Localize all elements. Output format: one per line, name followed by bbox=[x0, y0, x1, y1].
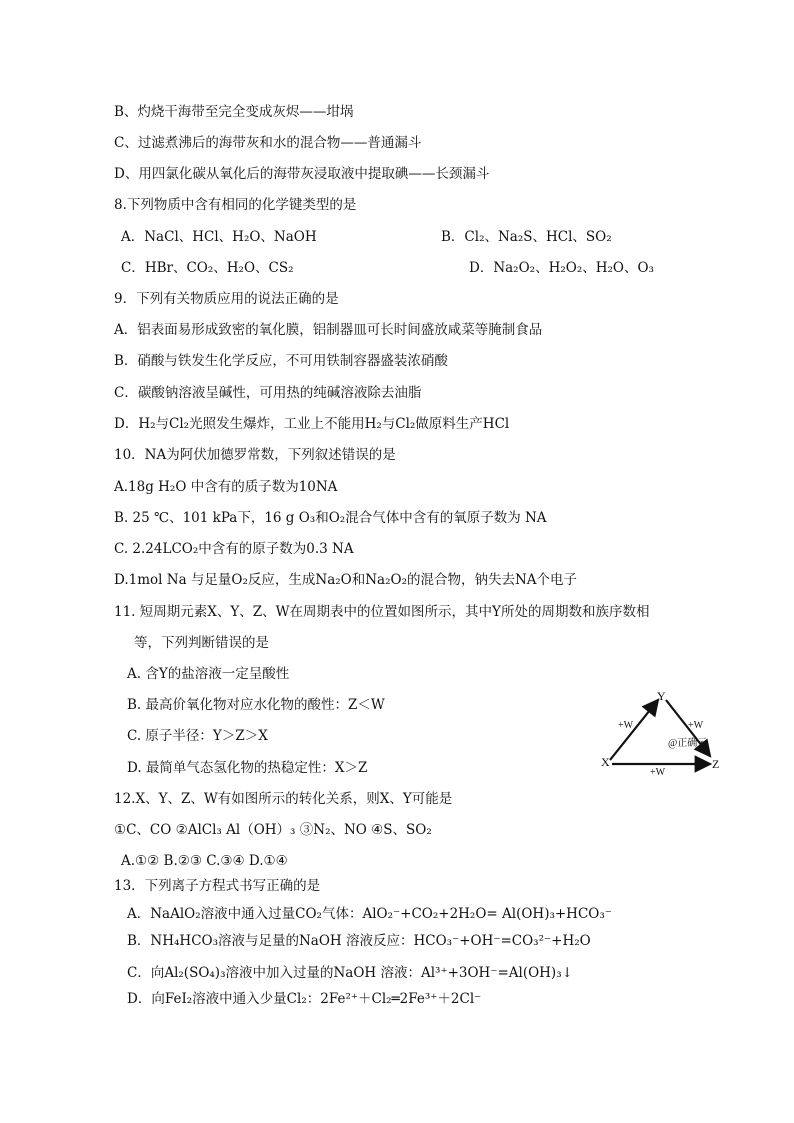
question-10-stem: 10．NA为阿伏加德罗常数，下列叙述错误的是 bbox=[114, 447, 396, 463]
option-line: B．NH₄HCO₃溶液与足量的NaOH 溶液反应：HCO₃⁻+OH⁻=CO₃²⁻+H₂O bbox=[127, 933, 591, 949]
question-11-stem-cont: 等，下列判断错误的是 bbox=[134, 635, 269, 651]
question-11-stem: 11. 短周期元素X、Y、Z、W在周期表中的位置如图所示，其中Y所处的周期数和族序数相 bbox=[114, 604, 650, 620]
node-z-label: Z bbox=[712, 757, 720, 771]
question-12-stem: 12.X、Y、Z、W有如图所示的转化关系，则X、Y可能是 bbox=[114, 791, 453, 807]
option-line: A.18g H₂O 中含有的质子数为10NA bbox=[114, 479, 338, 495]
option-line: C．HBr、CO₂、H₂O、CS₂ bbox=[121, 260, 294, 276]
question-9-stem: 9．下列有关物质应用的说法正确的是 bbox=[114, 291, 339, 307]
option-line: C．向Al₂(SO₄)₃溶液中加入过量的NaOH 溶液：Al³⁺+3OH⁻=Al(OH)₃↓ bbox=[127, 965, 573, 981]
option-line: C、过滤煮沸后的海带灰和水的混合物——普通漏斗 bbox=[114, 135, 422, 151]
option-line: A.①② B.②③ C.③④ D.①④ bbox=[121, 853, 288, 869]
option-line: D.1mol Na 与足量O₂反应，生成Na₂O和Na₂O₂的混合物，钠失去NA个电子 bbox=[114, 572, 578, 588]
edge-xy-label: +W bbox=[618, 720, 634, 731]
conversion-diagram bbox=[598, 688, 728, 778]
option-line: D、用四氯化碳从氧化后的海带灰浸取液中提取碘——长颈漏斗 bbox=[114, 166, 490, 182]
option-line: B．硝酸与铁发生化学反应，不可用铁制容器盛装浓硝酸 bbox=[114, 353, 448, 369]
option-line: B．Cl₂、Na₂S、HCl、SO₂ bbox=[441, 229, 612, 245]
option-line: A. 含Y的盐溶液一定呈酸性 bbox=[127, 666, 290, 682]
question-13-stem: 13．下列离子方程式书写正确的是 bbox=[114, 878, 321, 894]
edge-xz-label: +W bbox=[650, 767, 666, 778]
option-line: C．碳酸钠溶液呈碱性，可用热的纯碱溶液除去油脂 bbox=[114, 385, 422, 401]
node-y-label: Y bbox=[657, 689, 666, 703]
edge-yz-label: +W bbox=[688, 720, 704, 731]
option-line: D．向FeI₂溶液中通入少量Cl₂：2Fe²⁺＋Cl₂═2Fe³⁺＋2Cl⁻ bbox=[127, 991, 482, 1007]
option-line: A．NaCl、HCl、H₂O、NaOH bbox=[121, 229, 317, 245]
option-line: B、灼烧干海带至完全变成灰烬——坩埚 bbox=[114, 104, 354, 120]
question-8-stem: 8.下列物质中含有相同的化学键类型的是 bbox=[114, 197, 357, 213]
option-line: C. 原子半径：Y＞Z＞X bbox=[127, 728, 268, 744]
option-line: B. 25 ℃、101 kPa下，16 g O₃和O₂混合气体中含有的氧原子数为 NA bbox=[114, 510, 547, 526]
option-line: D．Na₂O₂、H₂O₂、H₂O、O₃ bbox=[469, 260, 654, 276]
option-line: A．NaAlO₂溶液中通入过量CO₂气体：AlO₂⁻+CO₂+2H₂O= Al(OH)₃+HCO₃⁻ bbox=[127, 906, 612, 922]
node-x-label: X bbox=[601, 755, 610, 769]
option-line: C. 2.24LCO₂中含有的原子数为0.3 NA bbox=[114, 541, 354, 557]
watermark: @正确云 bbox=[668, 738, 708, 749]
option-line: A．铝表面易形成致密的氧化膜，铝制器皿可长时间盛放咸菜等腌制食品 bbox=[114, 322, 543, 338]
choice-line: ①C、CO ②AlCl₃ Al（OH）₃ ③N₂、NO ④S、SO₂ bbox=[114, 822, 432, 838]
option-line: B. 最高价氧化物对应水化物的酸性：Z＜W bbox=[127, 697, 385, 713]
option-line: D．H₂与Cl₂光照发生爆炸，工业上不能用H₂与Cl₂做原料生产HCl bbox=[114, 416, 510, 432]
option-line: D. 最简单气态氢化物的热稳定性：X＞Z bbox=[127, 760, 368, 776]
